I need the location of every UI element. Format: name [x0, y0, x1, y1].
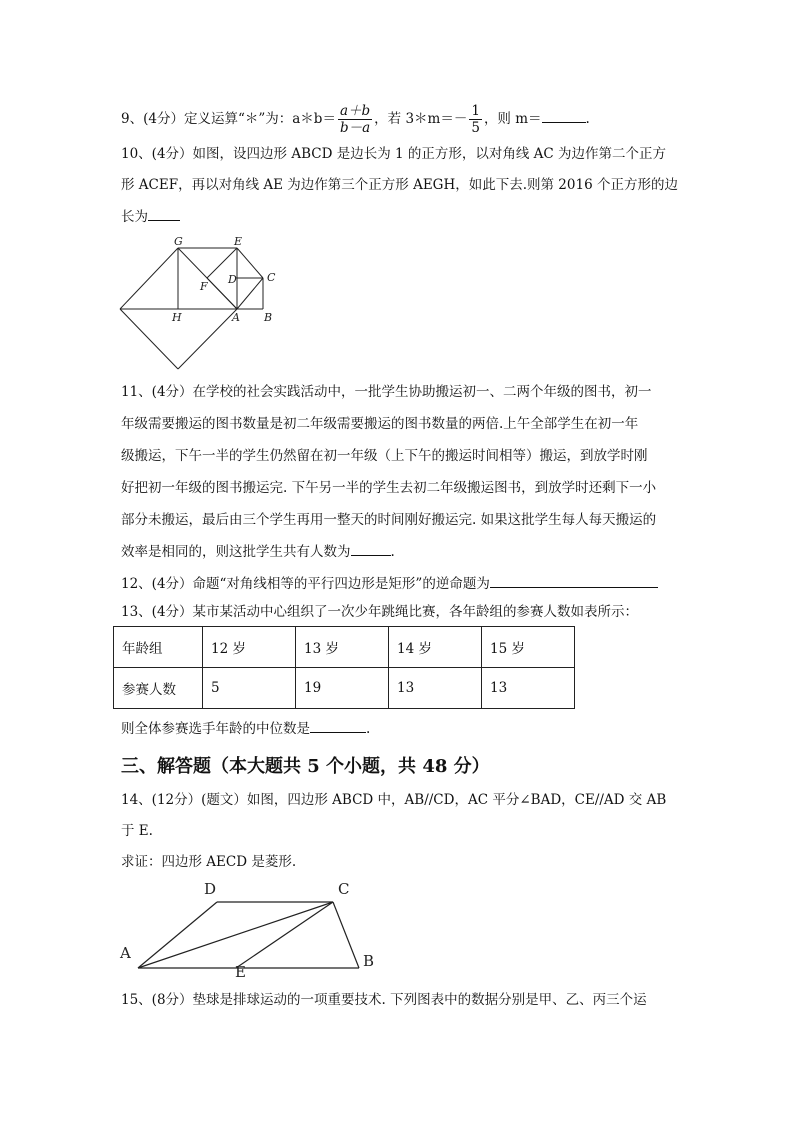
q11-line-1: 11、(4分）在学校的社会实践活动中，一批学生协助搬运初一、二两个年级的图书，初一 [121, 384, 652, 400]
label-e: E [234, 235, 243, 248]
table-cell: 19 [296, 668, 389, 709]
q12-text: 12、(4分）命题“对角线相等的平行四边形是矩形”的逆命题为 [121, 576, 490, 592]
q12-answer-blank[interactable] [490, 573, 658, 588]
segment-ac [237, 278, 263, 309]
q9-fraction [338, 103, 372, 136]
q11-end: . [390, 544, 395, 560]
q9-answer-blank[interactable] [542, 108, 586, 123]
label-d: D [204, 880, 217, 898]
segment-ad [138, 902, 217, 968]
label-c: C [338, 880, 350, 898]
q9-frac-den: b－a [339, 120, 371, 136]
table-cell: 年龄组 [114, 627, 203, 668]
table-row [114, 627, 575, 668]
q14-line-1: 14、(12分）(题文）如图，四边形 ABCD 中，AB//CD，AC 平分∠BAD，CE//AD 交 AB [121, 792, 667, 808]
q9-fraction-2 [469, 103, 482, 136]
big-square-bottom-left [120, 309, 178, 369]
segment-ce [237, 248, 263, 278]
label-h: H [172, 311, 182, 324]
q11-answer-blank[interactable] [351, 541, 391, 556]
q13-after-text: 则全体参赛选手年龄的中位数是 [121, 721, 310, 737]
q9-frac2-den: 5 [471, 120, 480, 136]
table-cell: 13 [482, 668, 575, 709]
section-three-heading: 三、解答题（本大题共 5 个小题，共 48 分） [121, 756, 490, 777]
q11-last-text: 效率是相同的，则这批学生共有人数为 [121, 544, 351, 560]
label-a: A [232, 311, 240, 324]
segment-ce [236, 902, 333, 968]
q10-answer-blank[interactable] [148, 206, 180, 221]
table-cell: 参赛人数 [114, 668, 203, 709]
q10-square-figure [110, 232, 290, 372]
q9-prefix: 9、(4分）定义运算“＊”为：a＊b＝ [121, 111, 336, 127]
q9-frac-num: a＋b [339, 103, 371, 119]
label-b: B [264, 311, 273, 324]
table-cell: 14 岁 [389, 627, 482, 668]
q11-line-3: 级搬运，下午一半的学生仍然留在初一年级（上下午的搬运时间相等）搬运，到放学时刚 [121, 448, 648, 464]
q14-line-3: 求证：四边形 AECD 是菱形. [121, 854, 297, 870]
q9-line [121, 103, 590, 136]
label-c: C [267, 271, 276, 284]
age-group-table [113, 626, 575, 709]
q10-line-2: 形 ACEF，再以对角线 AE 为边作第三个正方形 AEGH，如此下去.则第 2016 个正方形的边 [121, 177, 678, 193]
q11-line-6 [121, 541, 395, 562]
table-row [114, 668, 575, 709]
q15-line-1: 15、(8分）垫球是排球运动的一项重要技术. 下列图表中的数据分别是甲、乙、丙三个运 [121, 992, 647, 1008]
table-cell: 15 岁 [482, 627, 575, 668]
big-square-top-left [120, 248, 178, 309]
q9-middle: ，若 3＊m＝－ [374, 111, 468, 127]
q13-answer-blank[interactable] [310, 718, 366, 733]
label-g: G [174, 235, 183, 248]
q11-line-4: 好把初一年级的图书搬运完. 下午另一半的学生去初二年级搬运图书，到放学时还剩下一小 [121, 480, 657, 496]
q11-line-2: 年级需要搬运的图书数量是初二年级需要搬运的图书数量的两倍.上午全部学生在初一年 [121, 416, 639, 432]
label-f: F [200, 280, 208, 293]
table-cell: 13 [389, 668, 482, 709]
q9-end: . [585, 111, 590, 127]
q10-line-1: 10、(4分）如图，设四边形 ABCD 是边长为 1 的正方形，以对角线 AC 为边作第二个正方 [121, 146, 667, 162]
q14-line-2: 于 E. [121, 823, 153, 839]
label-e: E [235, 963, 246, 980]
table-cell: 5 [203, 668, 296, 709]
big-square-bottom-right [178, 309, 237, 369]
q13-after-line [121, 718, 370, 739]
segment-ac-diagonal [138, 902, 333, 968]
label-a: A [120, 944, 131, 962]
table-cell: 12 岁 [203, 627, 296, 668]
q10-line-3-text: 长为 [121, 209, 148, 225]
q13-line: 13、(4分）某市某活动中心组织了一次少年跳绳比赛，各年龄组的参赛人数如表所示： [121, 604, 639, 620]
table-cell: 13 岁 [296, 627, 389, 668]
q14-trapezoid-figure [110, 876, 390, 980]
q12-line [121, 573, 658, 594]
label-b: B [363, 952, 375, 970]
q10-line-3 [121, 206, 180, 227]
q9-frac2-num: 1 [471, 103, 480, 119]
q13-end: . [366, 721, 371, 737]
q11-line-5: 部分未搬运，最后由三个学生再用一整天的时间刚好搬运完. 如果这批学生每人每天搬运的 [121, 512, 657, 528]
label-d: D [228, 273, 237, 286]
segment-cb [333, 902, 359, 968]
q9-suffix: ，则 m＝ [483, 111, 542, 127]
